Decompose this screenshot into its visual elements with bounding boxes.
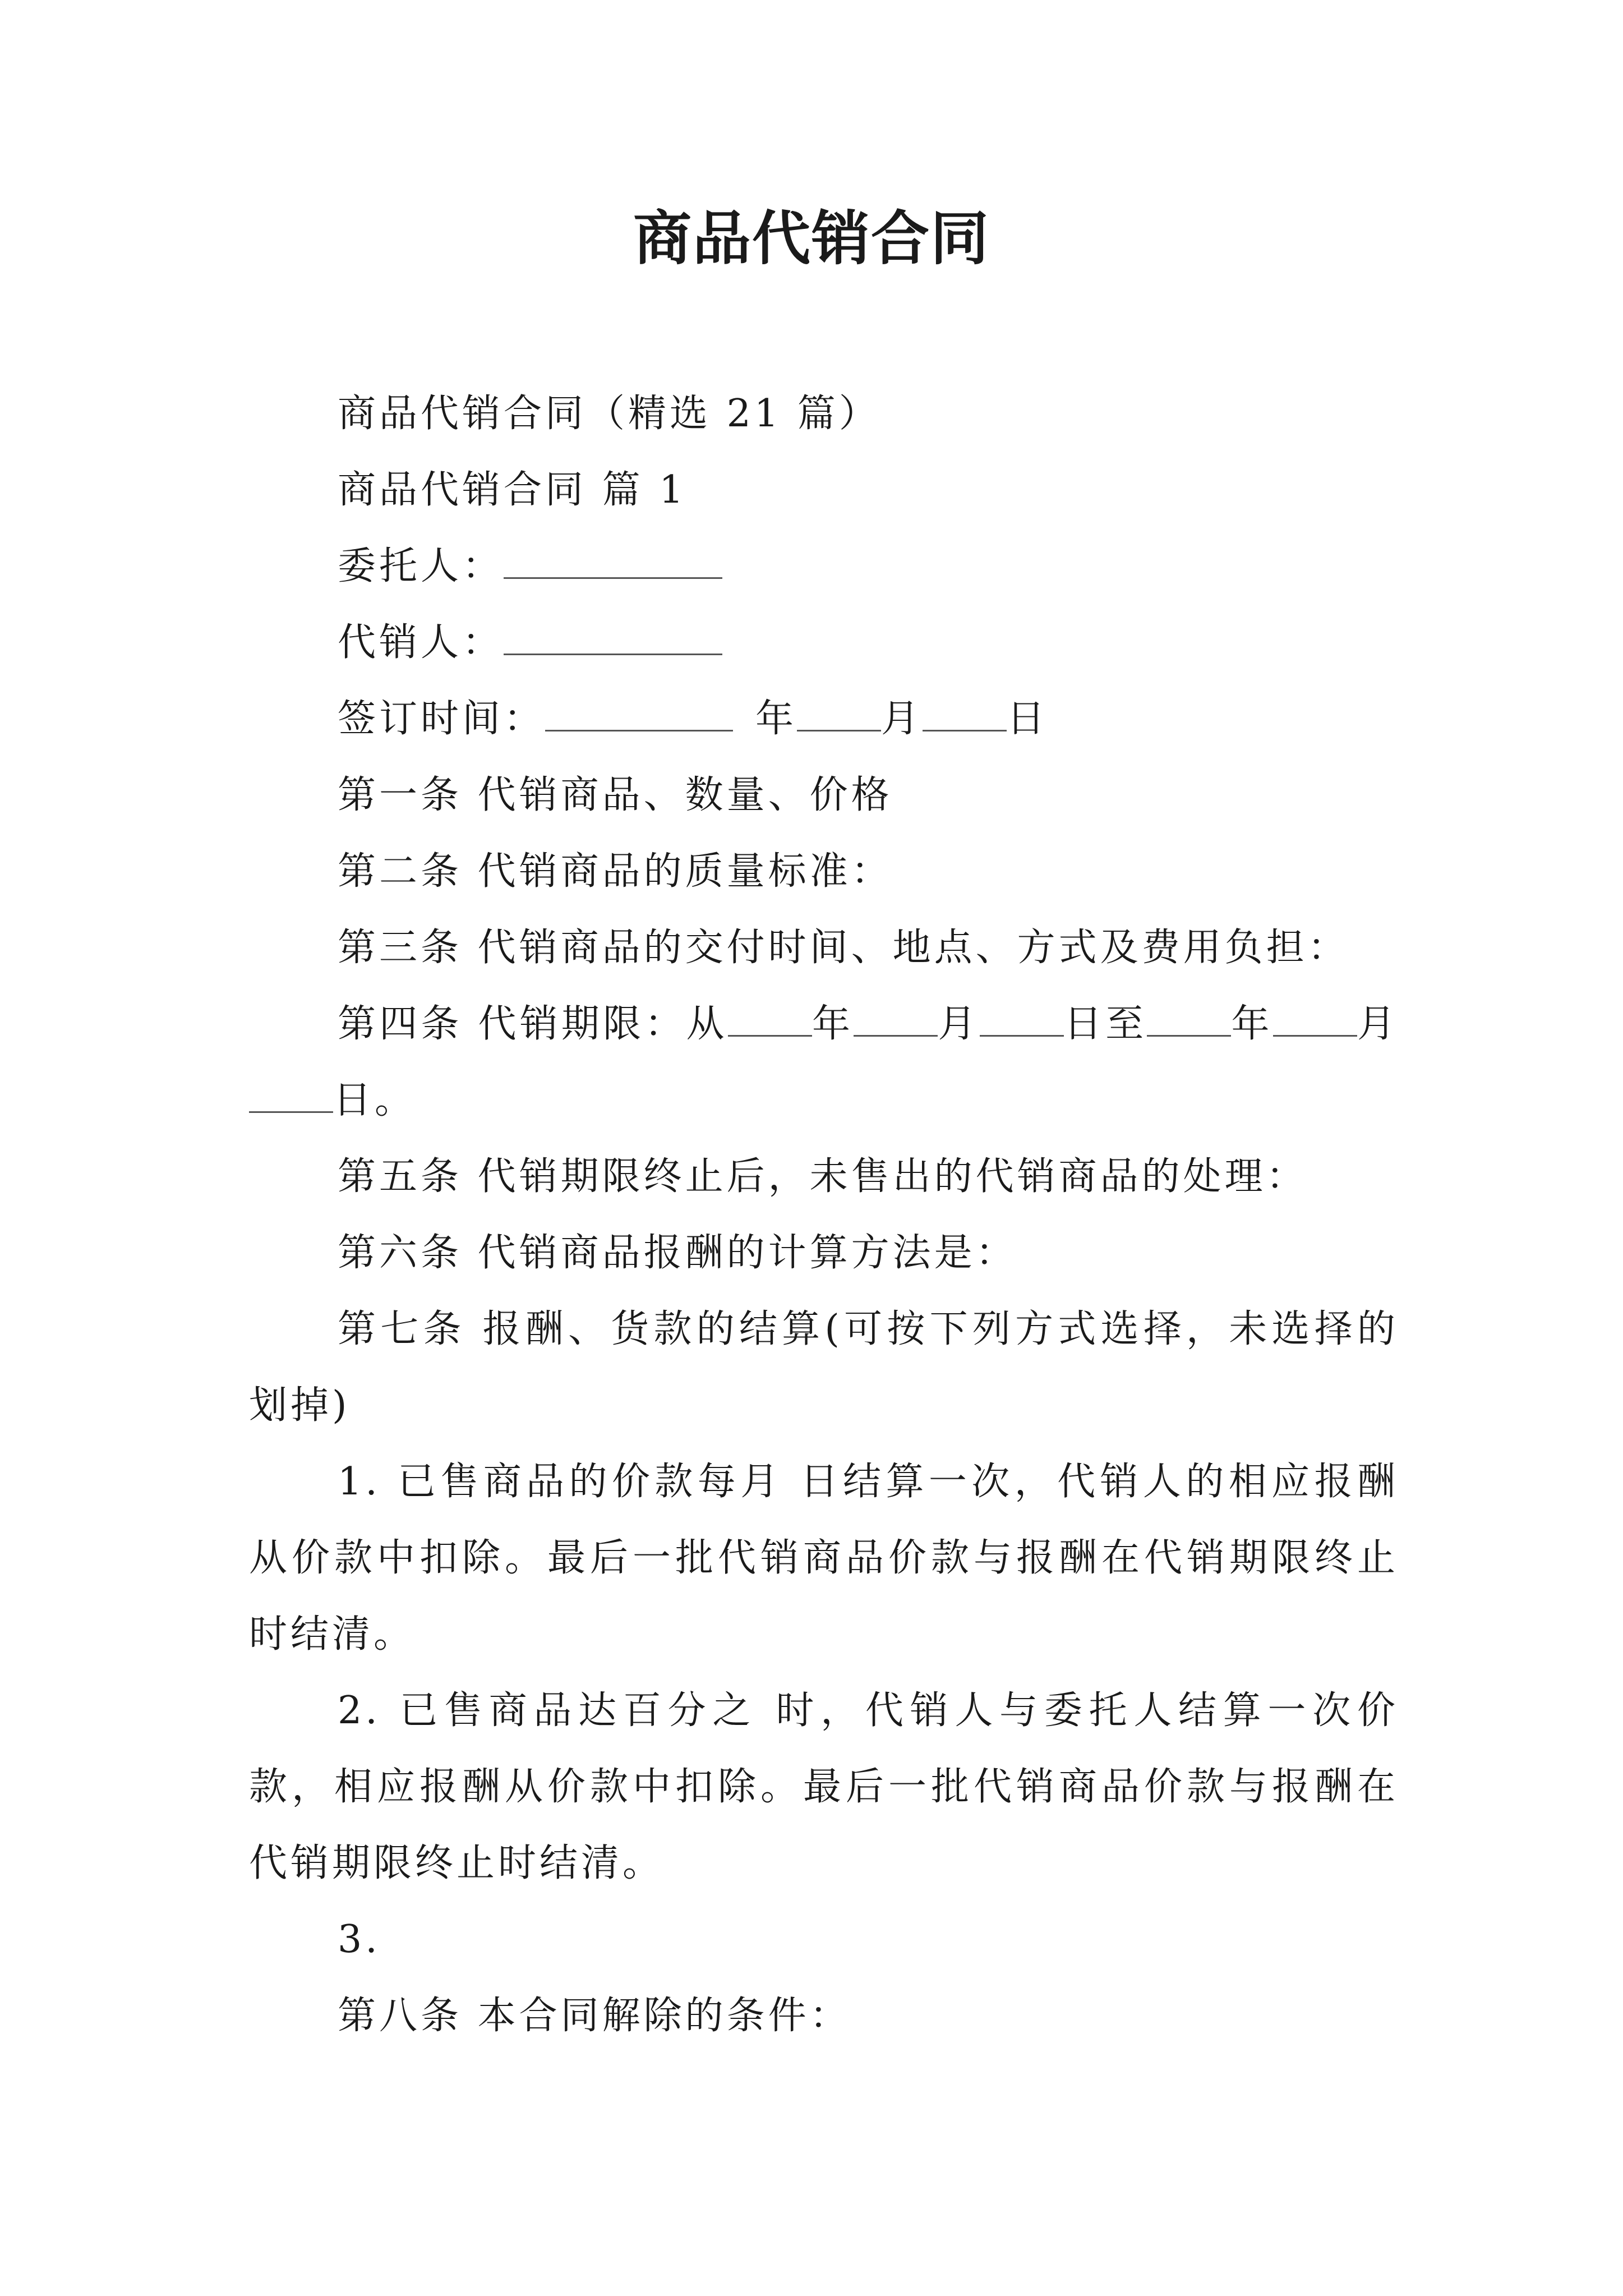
signing-month-label: 月 bbox=[881, 697, 923, 741]
to-day-blank bbox=[249, 1080, 333, 1113]
from-day-blank bbox=[980, 1004, 1064, 1037]
article-3: 第三条 代销商品的交付时间、地点、方式及费用负担： bbox=[338, 926, 1349, 970]
document-title: 商品代销合同 bbox=[633, 204, 990, 273]
article-1: 第一条 代销商品、数量、价格 bbox=[338, 773, 893, 817]
signing-day-blank bbox=[923, 698, 1007, 731]
to-year-blank bbox=[1147, 1004, 1231, 1037]
signing-month-blank bbox=[797, 698, 881, 731]
principal-label: 委托人： bbox=[338, 544, 504, 588]
article-8: 第八条 本合同解除的条件： bbox=[338, 1994, 851, 2038]
from-year-blank bbox=[728, 1004, 812, 1037]
document-body bbox=[249, 376, 1399, 2054]
article-4-prefix: 第四条 代销期限：从 bbox=[338, 1002, 728, 1046]
signing-day-label: 日 bbox=[1007, 697, 1049, 741]
article-7: 第七条 报酬、货款的结算(可按下列方式选择，未选择的划掉) bbox=[249, 1307, 1399, 1428]
settlement-option-2: 2. 已售商品达百分之 时，代销人与委托人结算一次价款，相应报酬从价款中扣除。最后一批代销商品价款与报酬在代销期限终止时结清。 bbox=[249, 1688, 1399, 1885]
signing-year-label: 年 bbox=[755, 697, 797, 741]
subtitle: 商品代销合同（精选 21 篇） bbox=[338, 392, 880, 436]
to-month-label: 月 bbox=[1357, 1002, 1399, 1046]
from-year-label: 年 bbox=[811, 1002, 854, 1046]
principal-blank bbox=[504, 546, 722, 579]
agent-blank bbox=[504, 622, 722, 655]
to-month-blank bbox=[1273, 1004, 1357, 1037]
agent-line bbox=[249, 605, 1399, 681]
article-6: 第六条 代销商品报酬的计算方法是： bbox=[338, 1231, 1017, 1275]
section-heading: 商品代销合同 篇 1 bbox=[338, 468, 687, 512]
settlement-option-3: 3. bbox=[338, 1917, 381, 1962]
signing-label: 签订时间： bbox=[338, 697, 546, 741]
from-month-label: 月 bbox=[938, 1002, 980, 1046]
article-5: 第五条 代销期限终止后，未售出的代销商品的处理： bbox=[338, 1154, 1308, 1199]
signing-year-blank bbox=[545, 698, 733, 731]
article-4-end: 日。 bbox=[333, 1078, 417, 1122]
settlement-option-1: 1. 已售商品的价款每月 日结算一次，代销人的相应报酬从价款中扣除。最后一批代销商品价款与报酬在代销期限终止时结清。 bbox=[249, 1460, 1399, 1657]
agent-label: 代销人： bbox=[338, 620, 504, 665]
from-month-blank bbox=[854, 1004, 938, 1037]
article-4-to: 日至 bbox=[1063, 1002, 1147, 1046]
principal-line bbox=[249, 528, 1399, 605]
article-2: 第二条 代销商品的质量标准： bbox=[338, 849, 893, 894]
article-4 bbox=[249, 986, 1399, 1139]
signing-date-line bbox=[249, 681, 1399, 757]
to-year-label: 年 bbox=[1231, 1002, 1273, 1046]
